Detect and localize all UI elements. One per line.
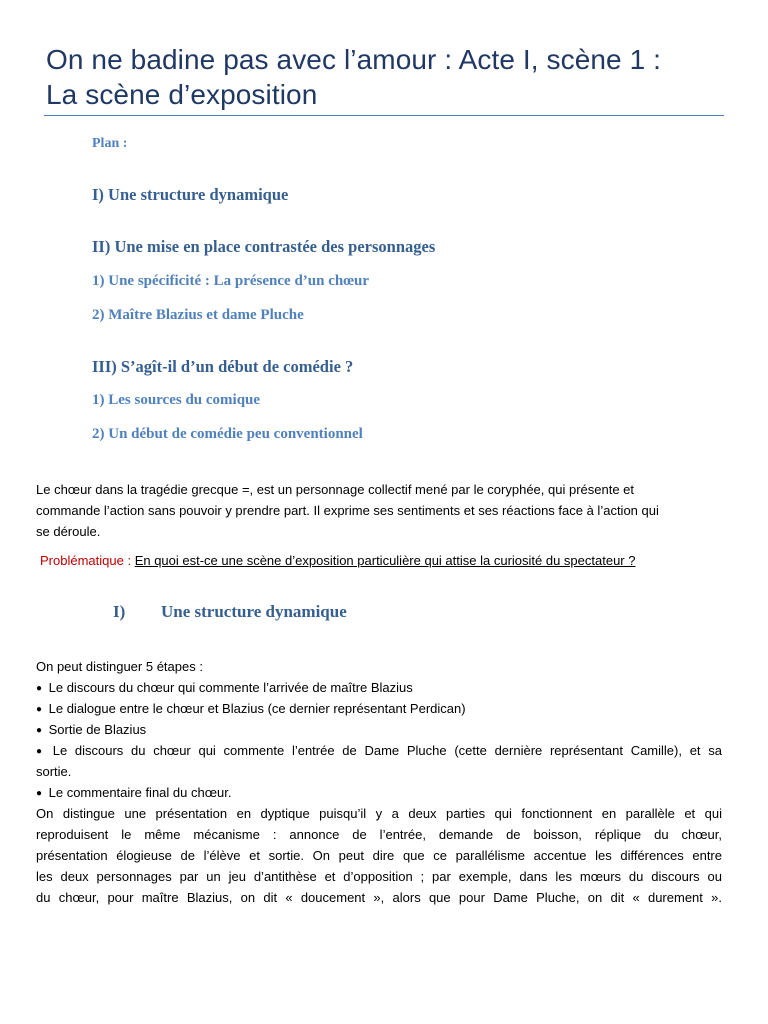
page-title [46, 42, 736, 112]
list-item [36, 740, 722, 762]
bullet-icon: ● [36, 746, 43, 757]
list-item [36, 782, 231, 804]
steps-intro: On peut distinguer 5 étapes : [36, 659, 203, 674]
step-5: Le commentaire final du chœur. [48, 785, 232, 800]
plan-part-2-sub-2: 2) Maître Blazius et dame Pluche [92, 307, 304, 323]
problematique-label: Problématique : [40, 553, 132, 568]
list-item [36, 677, 413, 699]
plan-part-2: II) Une mise en place contrastée des personnages [92, 237, 436, 256]
paragraph-line-2: reproduisent le même mécanisme : annonce de l’entrée, demande de boisson, réplique du chœur, [36, 827, 722, 842]
list-item [36, 698, 466, 720]
bullet-icon: ● [36, 788, 43, 799]
bullet-icon: ● [36, 725, 43, 736]
plan-label: Plan : [92, 136, 128, 151]
intro-line-1: Le chœur dans la tragédie grecque =, est un personnage collectif mené par le coryphée, qui présente et [36, 482, 635, 497]
step-4: Le discours du chœur qui commente l’entrée de Dame Pluche (cette dernière représentant Camille), et sa [52, 743, 722, 758]
step-1: Le discours du chœur qui commente l’arrivée de maître Blazius [48, 680, 413, 695]
paragraph-line-1: On distingue une présentation en dyptique puisqu’il y a deux parties qui fonctionnent en parallèle et qui [36, 806, 722, 821]
title-underline [44, 115, 724, 116]
section-1-numeral: I) [113, 602, 126, 621]
paragraph-line-5: du chœur, pour maître Blazius, on dit « doucement », alors que pour Dame Pluche, on dit « durement ». [36, 890, 722, 905]
bullet-icon: ● [36, 704, 43, 715]
plan-part-2-sub-1: 1) Une spécificité : La présence d’un chœur [92, 273, 370, 289]
plan-part-1: I) Une structure dynamique [92, 185, 289, 204]
paragraph-line-3: présentation élogieuse de l’élève et sortie. On peut dire que ce parallélisme accentue les différences entre [36, 848, 722, 863]
problematique [40, 553, 635, 568]
step-2: Le dialogue entre le chœur et Blazius (ce dernier représentant Perdican) [48, 701, 466, 716]
step-3: Sortie de Blazius [48, 722, 147, 737]
paragraph-line-4: les deux personnages par un jeu d’antithèse et d’opposition ; par exemple, dans les mœurs du discours ou [36, 869, 722, 884]
bullet-icon: ● [36, 683, 43, 694]
problematique-text: En quoi est-ce une scène d’exposition particulière qui attise la curiosité du spectateur ? [134, 553, 636, 568]
plan-part-3-sub-1: 1) Les sources du comique [92, 392, 261, 408]
intro-line-2: commande l’action sans pouvoir y prendre part. Il exprime ses sentiments et ses réactions face à l’action qui [36, 503, 659, 518]
title-line-1: On ne badine pas avec l’amour : Acte I, scène 1 : [46, 44, 662, 75]
section-1-heading: Une structure dynamique [161, 602, 347, 621]
intro-line-3: se déroule. [36, 524, 101, 539]
plan-part-3-sub-2: 2) Un début de comédie peu conventionnel [92, 426, 363, 442]
title-line-2: La scène d’exposition [46, 79, 318, 110]
step-4-continuation: sortie. [36, 764, 72, 779]
plan-part-3: III) S’agît-il d’un début de comédie ? [92, 357, 354, 376]
list-item [36, 719, 146, 741]
